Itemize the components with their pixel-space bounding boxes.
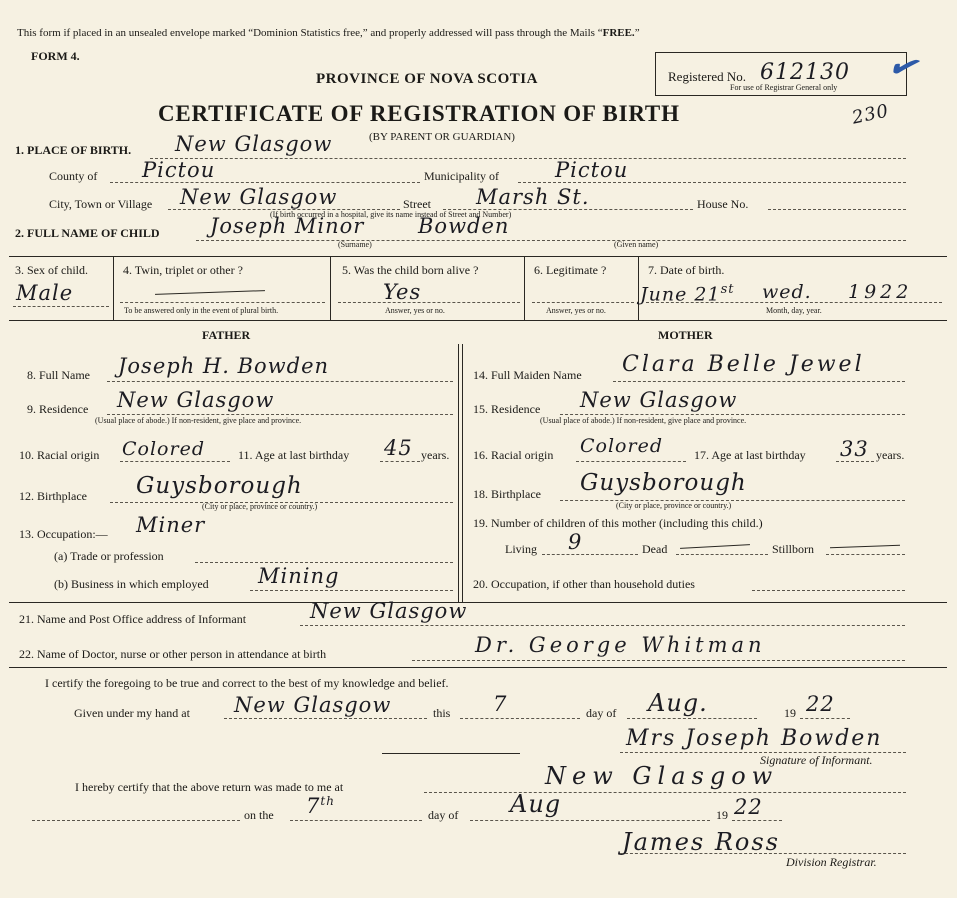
father-racial-value: Colored: [122, 438, 205, 460]
registered-box: [655, 52, 907, 96]
parents-divider-2: [458, 344, 459, 602]
registrar-day-suffix: th: [320, 794, 335, 808]
county-label: County of: [49, 169, 98, 183]
twin-label: 4. Twin, triplet or other ?: [123, 263, 243, 277]
child-given-names: Joseph Minor: [210, 214, 365, 238]
father-residence-label: 9. Residence: [27, 402, 89, 416]
row3-divider-3: [524, 256, 525, 320]
certify-day-line: [460, 718, 580, 719]
city-value: New Glasgow: [180, 185, 338, 209]
mother-name-line: [613, 381, 905, 382]
informant-signature-caption: Signature of Informant.: [760, 753, 873, 767]
row3-divider-1: [113, 256, 114, 320]
father-age-unit: years.: [421, 448, 450, 462]
parents-divider: [462, 344, 463, 602]
date-note: Month, day, year.: [766, 306, 822, 315]
business-label: (b) Business in which employed: [54, 577, 209, 591]
province-heading: PROVINCE OF NOVA SCOTIA: [316, 71, 538, 87]
legitimate-line: [532, 302, 634, 303]
dead-dash-stroke: [680, 544, 750, 549]
registrar-year-prefix: 19: [716, 808, 728, 822]
mother-age-value: 33: [840, 437, 869, 461]
mother-name-value: Clara Belle Jewel: [622, 352, 865, 377]
row3-divider-2: [330, 256, 331, 320]
registrar-signature-line: [620, 853, 906, 854]
father-birthplace-label: 12. Birthplace: [19, 489, 87, 503]
father-age-label: 11. Age at last birthday: [238, 448, 350, 462]
doctor-line: [412, 660, 905, 661]
sex-line: [13, 306, 109, 307]
father-occupation-label: 13. Occupation:—: [19, 527, 108, 541]
children-count-label: 19. Number of children of this mother (including this child.): [473, 516, 763, 530]
legitimate-note: Answer, yes or no.: [546, 306, 606, 315]
trade-line: [195, 562, 453, 563]
business-value: Mining: [258, 564, 340, 588]
municipality-label: Municipality of: [424, 169, 499, 183]
mail-note: [17, 28, 640, 39]
check-mark-icon: ✔: [883, 43, 923, 91]
certify-statement: I certify the foregoing to be true and correct to the best of my knowledge and belief.: [45, 676, 449, 690]
sex-value: Male: [16, 281, 74, 305]
row3-divider-4: [638, 256, 639, 320]
certify-year-prefix: 19: [784, 706, 796, 720]
father-name-line: [107, 381, 453, 382]
registrar-month-line: [470, 820, 710, 821]
stillborn-dash-stroke: [830, 545, 900, 548]
mother-racial-label: 16. Racial origin: [473, 448, 554, 462]
registrar-statement: I hereby certify that the above return was made to me at: [75, 780, 344, 794]
date-of-birth-value: [640, 283, 734, 304]
registrar-day-value: [306, 795, 335, 817]
father-birthplace-note: (City or place, province or country.): [202, 502, 318, 511]
mother-birthplace-note: (City or place, province or country.): [616, 501, 732, 510]
certify-year-value: 22: [806, 692, 835, 716]
place-of-birth-value: New Glasgow: [175, 132, 333, 156]
mail-note-end: ”: [634, 27, 640, 39]
corner-note: 230: [850, 100, 892, 129]
birth-year-value: 1922: [848, 281, 913, 303]
mother-residence-note: (Usual place of abode.) If non-resident, give place and province.: [540, 416, 747, 425]
informant-signature: Mrs Joseph Bowden: [626, 726, 883, 751]
stillborn-label: Stillborn: [772, 542, 815, 556]
living-label: Living: [505, 542, 537, 556]
certify-month-line: [627, 718, 757, 719]
registrar-place-value: New Glasgow: [545, 762, 779, 790]
doctor-label: 22. Name of Doctor, nurse or other person in attendance at birth: [19, 647, 327, 661]
given-place-value: New Glasgow: [234, 693, 392, 717]
business-line: [250, 590, 453, 591]
living-value: 9: [568, 530, 583, 554]
mother-residence-label: 15. Residence: [473, 402, 541, 416]
registered-number: 612130: [760, 60, 850, 85]
mother-birthplace-line: [560, 500, 905, 501]
father-residence-line: [107, 414, 453, 415]
dead-label: Dead: [642, 542, 668, 556]
father-residence-note: (Usual place of abode.) If non-resident, give place and province.: [95, 416, 302, 425]
street-label: Street: [403, 197, 431, 211]
registrar-signature-caption: Division Registrar.: [786, 855, 877, 869]
date-of-birth-label: 7. Date of birth.: [648, 263, 725, 277]
alive-value: Yes: [383, 280, 422, 304]
child-name-line: [196, 240, 906, 241]
county-value: Pictou: [142, 158, 216, 182]
mail-note-text: This form if placed in an unsealed envelope marked “Dominion Statistics free,” and properly addressed will pass through the Mails “: [17, 27, 603, 39]
mother-residence-value: New Glasgow: [580, 388, 738, 412]
given-place-line: [224, 718, 427, 719]
registrar-year-line: [732, 820, 782, 821]
father-occupation-value: Miner: [136, 513, 206, 537]
mother-age-line: [836, 461, 874, 462]
dead-line: [676, 554, 768, 555]
informant-label: 21. Name and Post Office address of Informant: [19, 612, 247, 626]
municipality-line: [518, 182, 906, 183]
certify-day-of-label: day of: [586, 706, 617, 720]
twin-line: [120, 302, 325, 303]
legitimate-label: 6. Legitimate ?: [534, 263, 607, 277]
mother-name-label: 14. Full Maiden Name: [473, 368, 582, 382]
child-surname: Bowden: [418, 214, 510, 238]
registrar-month-value: Aug: [510, 790, 562, 818]
alive-line: [338, 302, 520, 303]
mail-note-free: FREE.: [602, 27, 635, 39]
father-birthplace-value: Guysborough: [136, 473, 303, 499]
registrar-day-of-label: day of: [428, 808, 459, 822]
given-under-label: Given under my hand at: [74, 706, 190, 720]
stillborn-line: [826, 554, 905, 555]
date-suffix: st: [720, 282, 735, 297]
registrar-on-label: on the: [244, 808, 274, 822]
mother-occupation-line: [752, 590, 905, 591]
father-name-label: 8. Full Name: [27, 368, 90, 382]
father-racial-label: 10. Racial origin: [19, 448, 100, 462]
father-age-value: 45: [384, 436, 413, 460]
father-residence-value: New Glasgow: [117, 388, 275, 412]
house-no-line: [768, 209, 906, 210]
house-no-label: House No.: [697, 197, 749, 211]
short-rule: [382, 753, 520, 754]
given-name-caption: (Given name): [614, 240, 659, 249]
municipality-value: Pictou: [555, 158, 629, 182]
place-of-birth-line: [150, 158, 906, 159]
mother-occupation-label: 20. Occupation, if other than household duties: [473, 577, 695, 591]
father-racial-line: [120, 461, 230, 462]
row3-top-border: [9, 256, 947, 257]
twin-dash-stroke: [155, 290, 265, 295]
city-label: City, Town or Village: [49, 197, 153, 211]
county-line: [110, 182, 420, 183]
trade-label: (a) Trade or profession: [54, 549, 164, 563]
day-name-value: wed.: [762, 281, 812, 303]
registrar-day-line: [290, 820, 422, 821]
child-name-label: 2. FULL NAME OF CHILD: [15, 226, 160, 240]
section-divider-21: [9, 602, 947, 603]
father-heading: FATHER: [202, 328, 251, 342]
mother-age-unit: years.: [876, 448, 905, 462]
registrar-place-line: [424, 792, 906, 793]
alive-label: 5. Was the child born alive ?: [342, 263, 479, 277]
certify-this-label: this: [433, 706, 451, 720]
registrar-day-number: 7: [306, 794, 321, 818]
mother-age-label: 17. Age at last birthday: [694, 448, 806, 462]
alive-note: Answer, yes or no.: [385, 306, 445, 315]
certify-month-value: Aug.: [648, 689, 708, 717]
living-line: [542, 554, 638, 555]
registrar-signature: James Ross: [622, 828, 780, 856]
mother-birthplace-label: 18. Birthplace: [473, 487, 541, 501]
registrar-use-note: For use of Registrar General only: [730, 83, 838, 92]
registrar-year-value: 22: [734, 795, 763, 819]
certificate-subtitle: (BY PARENT OR GUARDIAN): [369, 131, 515, 143]
section-divider-certify: [9, 667, 947, 668]
mother-heading: MOTHER: [658, 328, 713, 342]
form-number: FORM 4.: [31, 49, 80, 63]
twin-note: To be answered only in the event of plural birth.: [124, 306, 279, 315]
mother-racial-value: Colored: [580, 435, 663, 457]
place-of-birth-label: 1. PLACE OF BIRTH.: [15, 143, 132, 157]
hospital-note: (If birth occurred in a hospital, give its name instead of Street and Number): [270, 210, 512, 219]
registered-label: Registered No.: [668, 69, 746, 84]
father-age-line: [380, 461, 420, 462]
mother-birthplace-value: Guysborough: [580, 470, 747, 496]
mother-racial-line: [576, 461, 686, 462]
father-name-value: Joseph H. Bowden: [118, 354, 330, 378]
street-value: Marsh St.: [476, 185, 590, 209]
informant-value: New Glasgow: [310, 599, 468, 623]
certificate-title: CERTIFICATE OF REGISTRATION OF BIRTH: [158, 101, 680, 126]
informant-line: [300, 625, 905, 626]
surname-caption: (Surname): [338, 240, 372, 249]
sex-label: 3. Sex of child.: [15, 263, 88, 277]
row3-bottom-border: [9, 320, 947, 321]
registrar-blank-line: [32, 820, 240, 821]
doctor-value: Dr. George Whitman: [475, 633, 766, 657]
certify-year-line: [800, 718, 850, 719]
mother-residence-line: [560, 414, 905, 415]
date-month-day: June 21: [640, 283, 721, 306]
certify-day-value: 7: [493, 692, 508, 716]
